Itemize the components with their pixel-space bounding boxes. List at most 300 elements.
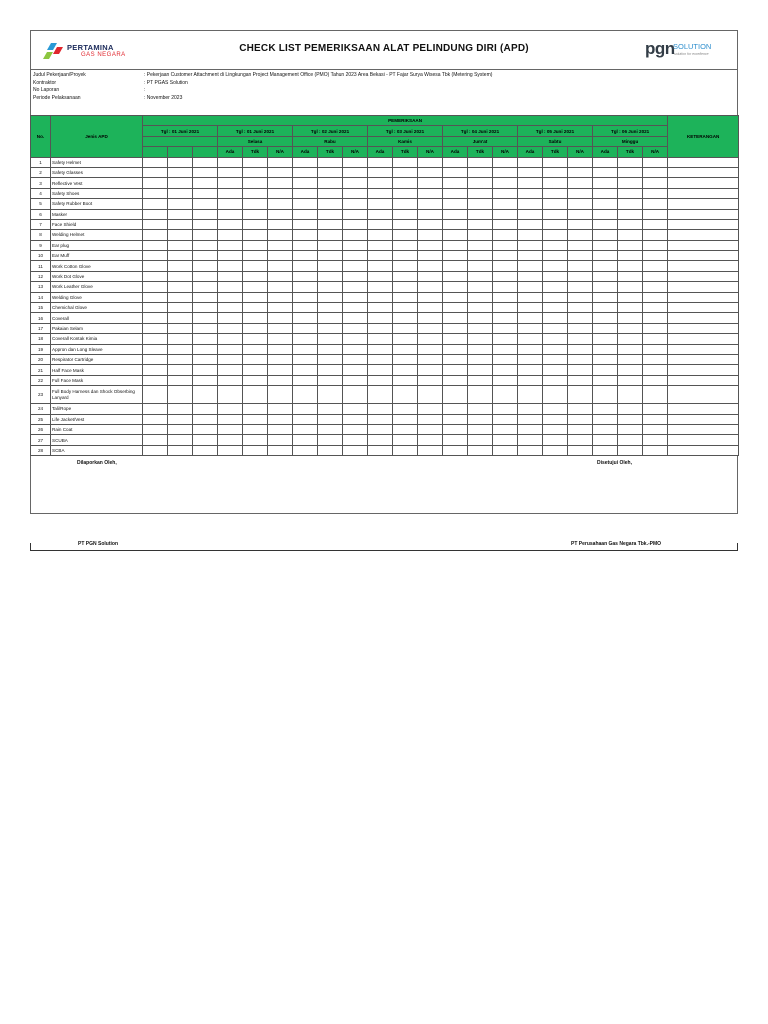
check-cell[interactable] (168, 365, 193, 375)
check-cell[interactable] (243, 261, 268, 271)
check-cell[interactable] (443, 323, 468, 333)
check-cell[interactable] (468, 344, 493, 354)
check-cell[interactable] (343, 199, 368, 209)
check-cell[interactable] (443, 261, 468, 271)
check-cell[interactable] (268, 375, 293, 385)
check-cell[interactable] (443, 230, 468, 240)
check-cell[interactable] (393, 334, 418, 344)
check-cell[interactable] (618, 292, 643, 302)
check-cell[interactable] (468, 282, 493, 292)
check-cell[interactable] (168, 219, 193, 229)
check-cell[interactable] (568, 424, 593, 434)
check-cell[interactable] (243, 375, 268, 385)
check-cell[interactable] (618, 313, 643, 323)
check-cell[interactable] (343, 219, 368, 229)
check-cell[interactable] (543, 219, 568, 229)
check-cell[interactable] (368, 303, 393, 313)
check-cell[interactable] (618, 261, 643, 271)
check-cell[interactable] (468, 365, 493, 375)
check-cell[interactable] (543, 334, 568, 344)
check-cell[interactable] (218, 240, 243, 250)
check-cell[interactable] (618, 199, 643, 209)
check-cell[interactable] (343, 292, 368, 302)
check-cell[interactable] (518, 334, 543, 344)
check-cell[interactable] (343, 375, 368, 385)
check-cell[interactable] (418, 282, 443, 292)
check-cell[interactable] (143, 386, 168, 404)
keterangan-cell[interactable] (668, 251, 739, 261)
check-cell[interactable] (368, 251, 393, 261)
check-cell[interactable] (268, 209, 293, 219)
check-cell[interactable] (143, 424, 168, 434)
check-cell[interactable] (318, 323, 343, 333)
check-cell[interactable] (193, 354, 218, 364)
check-cell[interactable] (493, 230, 518, 240)
check-cell[interactable] (443, 157, 468, 167)
check-cell[interactable] (293, 375, 318, 385)
check-cell[interactable] (418, 344, 443, 354)
check-cell[interactable] (318, 167, 343, 177)
check-cell[interactable] (493, 261, 518, 271)
check-cell[interactable] (193, 303, 218, 313)
check-cell[interactable] (643, 334, 668, 344)
check-cell[interactable] (468, 271, 493, 281)
check-cell[interactable] (593, 199, 618, 209)
check-cell[interactable] (393, 404, 418, 414)
check-cell[interactable] (518, 424, 543, 434)
check-cell[interactable] (293, 282, 318, 292)
check-cell[interactable] (243, 188, 268, 198)
check-cell[interactable] (218, 334, 243, 344)
check-cell[interactable] (518, 230, 543, 240)
check-cell[interactable] (243, 209, 268, 219)
check-cell[interactable] (468, 188, 493, 198)
check-cell[interactable] (493, 404, 518, 414)
check-cell[interactable] (493, 209, 518, 219)
check-cell[interactable] (618, 414, 643, 424)
check-cell[interactable] (418, 261, 443, 271)
check-cell[interactable] (218, 344, 243, 354)
check-cell[interactable] (518, 354, 543, 364)
check-cell[interactable] (243, 424, 268, 434)
check-cell[interactable] (468, 375, 493, 385)
check-cell[interactable] (243, 435, 268, 445)
check-cell[interactable] (568, 219, 593, 229)
check-cell[interactable] (618, 404, 643, 414)
check-cell[interactable] (318, 414, 343, 424)
keterangan-cell[interactable] (668, 261, 739, 271)
check-cell[interactable] (568, 303, 593, 313)
check-cell[interactable] (143, 303, 168, 313)
check-cell[interactable] (343, 334, 368, 344)
check-cell[interactable] (543, 251, 568, 261)
check-cell[interactable] (318, 386, 343, 404)
check-cell[interactable] (568, 157, 593, 167)
check-cell[interactable] (643, 375, 668, 385)
check-cell[interactable] (368, 334, 393, 344)
check-cell[interactable] (268, 365, 293, 375)
check-cell[interactable] (643, 414, 668, 424)
keterangan-cell[interactable] (668, 230, 739, 240)
check-cell[interactable] (393, 292, 418, 302)
check-cell[interactable] (343, 209, 368, 219)
check-cell[interactable] (468, 199, 493, 209)
check-cell[interactable] (543, 414, 568, 424)
check-cell[interactable] (243, 404, 268, 414)
check-cell[interactable] (418, 313, 443, 323)
check-cell[interactable] (593, 219, 618, 229)
check-cell[interactable] (318, 404, 343, 414)
check-cell[interactable] (568, 271, 593, 281)
check-cell[interactable] (568, 209, 593, 219)
check-cell[interactable] (643, 219, 668, 229)
check-cell[interactable] (643, 344, 668, 354)
check-cell[interactable] (368, 435, 393, 445)
check-cell[interactable] (493, 282, 518, 292)
check-cell[interactable] (393, 209, 418, 219)
check-cell[interactable] (218, 209, 243, 219)
check-cell[interactable] (568, 313, 593, 323)
check-cell[interactable] (168, 424, 193, 434)
check-cell[interactable] (293, 445, 318, 455)
check-cell[interactable] (243, 240, 268, 250)
check-cell[interactable] (443, 271, 468, 281)
check-cell[interactable] (268, 303, 293, 313)
check-cell[interactable] (543, 386, 568, 404)
check-cell[interactable] (568, 404, 593, 414)
check-cell[interactable] (593, 334, 618, 344)
check-cell[interactable] (443, 251, 468, 261)
check-cell[interactable] (343, 303, 368, 313)
check-cell[interactable] (368, 313, 393, 323)
check-cell[interactable] (393, 271, 418, 281)
check-cell[interactable] (318, 240, 343, 250)
check-cell[interactable] (368, 167, 393, 177)
check-cell[interactable] (268, 157, 293, 167)
check-cell[interactable] (143, 282, 168, 292)
check-cell[interactable] (143, 251, 168, 261)
check-cell[interactable] (518, 261, 543, 271)
check-cell[interactable] (268, 313, 293, 323)
check-cell[interactable] (143, 261, 168, 271)
check-cell[interactable] (193, 386, 218, 404)
check-cell[interactable] (343, 188, 368, 198)
check-cell[interactable] (393, 365, 418, 375)
check-cell[interactable] (493, 386, 518, 404)
check-cell[interactable] (343, 230, 368, 240)
check-cell[interactable] (243, 219, 268, 229)
check-cell[interactable] (518, 282, 543, 292)
check-cell[interactable] (218, 414, 243, 424)
check-cell[interactable] (418, 375, 443, 385)
check-cell[interactable] (343, 344, 368, 354)
check-cell[interactable] (318, 209, 343, 219)
check-cell[interactable] (193, 230, 218, 240)
check-cell[interactable] (643, 251, 668, 261)
check-cell[interactable] (543, 157, 568, 167)
check-cell[interactable] (368, 414, 393, 424)
keterangan-cell[interactable] (668, 282, 739, 292)
check-cell[interactable] (643, 199, 668, 209)
check-cell[interactable] (193, 157, 218, 167)
check-cell[interactable] (318, 261, 343, 271)
check-cell[interactable] (393, 219, 418, 229)
check-cell[interactable] (518, 219, 543, 229)
check-cell[interactable] (343, 354, 368, 364)
keterangan-cell[interactable] (668, 445, 739, 455)
keterangan-cell[interactable] (668, 404, 739, 414)
check-cell[interactable] (643, 209, 668, 219)
check-cell[interactable] (568, 386, 593, 404)
check-cell[interactable] (393, 375, 418, 385)
keterangan-cell[interactable] (668, 334, 739, 344)
check-cell[interactable] (618, 178, 643, 188)
check-cell[interactable] (368, 404, 393, 414)
check-cell[interactable] (493, 424, 518, 434)
check-cell[interactable] (368, 199, 393, 209)
check-cell[interactable] (493, 414, 518, 424)
check-cell[interactable] (418, 365, 443, 375)
check-cell[interactable] (418, 292, 443, 302)
check-cell[interactable] (618, 354, 643, 364)
check-cell[interactable] (243, 334, 268, 344)
check-cell[interactable] (243, 282, 268, 292)
check-cell[interactable] (343, 313, 368, 323)
check-cell[interactable] (418, 240, 443, 250)
check-cell[interactable] (218, 261, 243, 271)
check-cell[interactable] (168, 334, 193, 344)
check-cell[interactable] (568, 375, 593, 385)
check-cell[interactable] (643, 386, 668, 404)
check-cell[interactable] (518, 251, 543, 261)
check-cell[interactable] (268, 386, 293, 404)
check-cell[interactable] (343, 424, 368, 434)
check-cell[interactable] (193, 219, 218, 229)
check-cell[interactable] (218, 424, 243, 434)
check-cell[interactable] (618, 219, 643, 229)
check-cell[interactable] (343, 271, 368, 281)
check-cell[interactable] (493, 271, 518, 281)
check-cell[interactable] (343, 386, 368, 404)
check-cell[interactable] (368, 386, 393, 404)
check-cell[interactable] (268, 271, 293, 281)
check-cell[interactable] (518, 404, 543, 414)
check-cell[interactable] (143, 240, 168, 250)
check-cell[interactable] (393, 414, 418, 424)
check-cell[interactable] (543, 271, 568, 281)
check-cell[interactable] (593, 365, 618, 375)
check-cell[interactable] (468, 435, 493, 445)
check-cell[interactable] (493, 365, 518, 375)
check-cell[interactable] (593, 414, 618, 424)
check-cell[interactable] (168, 199, 193, 209)
check-cell[interactable] (443, 178, 468, 188)
check-cell[interactable] (168, 167, 193, 177)
check-cell[interactable] (543, 404, 568, 414)
check-cell[interactable] (293, 354, 318, 364)
check-cell[interactable] (593, 178, 618, 188)
check-cell[interactable] (318, 375, 343, 385)
check-cell[interactable] (243, 271, 268, 281)
check-cell[interactable] (293, 424, 318, 434)
check-cell[interactable] (643, 323, 668, 333)
check-cell[interactable] (493, 240, 518, 250)
check-cell[interactable] (268, 230, 293, 240)
check-cell[interactable] (393, 386, 418, 404)
check-cell[interactable] (293, 344, 318, 354)
check-cell[interactable] (393, 240, 418, 250)
check-cell[interactable] (143, 375, 168, 385)
check-cell[interactable] (418, 414, 443, 424)
check-cell[interactable] (193, 209, 218, 219)
check-cell[interactable] (218, 313, 243, 323)
check-cell[interactable] (293, 240, 318, 250)
check-cell[interactable] (168, 282, 193, 292)
check-cell[interactable] (493, 435, 518, 445)
check-cell[interactable] (643, 261, 668, 271)
check-cell[interactable] (193, 178, 218, 188)
check-cell[interactable] (293, 199, 318, 209)
check-cell[interactable] (218, 271, 243, 281)
check-cell[interactable] (218, 292, 243, 302)
check-cell[interactable] (168, 178, 193, 188)
check-cell[interactable] (318, 157, 343, 167)
check-cell[interactable] (293, 435, 318, 445)
check-cell[interactable] (393, 199, 418, 209)
check-cell[interactable] (168, 251, 193, 261)
check-cell[interactable] (193, 167, 218, 177)
check-cell[interactable] (543, 323, 568, 333)
check-cell[interactable] (593, 435, 618, 445)
check-cell[interactable] (393, 157, 418, 167)
check-cell[interactable] (493, 323, 518, 333)
check-cell[interactable] (618, 303, 643, 313)
check-cell[interactable] (143, 292, 168, 302)
check-cell[interactable] (193, 271, 218, 281)
check-cell[interactable] (618, 282, 643, 292)
check-cell[interactable] (568, 188, 593, 198)
check-cell[interactable] (443, 209, 468, 219)
check-cell[interactable] (618, 334, 643, 344)
check-cell[interactable] (293, 157, 318, 167)
check-cell[interactable] (143, 334, 168, 344)
check-cell[interactable] (443, 386, 468, 404)
check-cell[interactable] (643, 167, 668, 177)
check-cell[interactable] (468, 323, 493, 333)
check-cell[interactable] (568, 323, 593, 333)
check-cell[interactable] (493, 344, 518, 354)
check-cell[interactable] (468, 261, 493, 271)
check-cell[interactable] (518, 178, 543, 188)
check-cell[interactable] (243, 303, 268, 313)
check-cell[interactable] (643, 157, 668, 167)
check-cell[interactable] (618, 209, 643, 219)
check-cell[interactable] (518, 386, 543, 404)
check-cell[interactable] (293, 230, 318, 240)
check-cell[interactable] (193, 251, 218, 261)
check-cell[interactable] (193, 404, 218, 414)
check-cell[interactable] (593, 209, 618, 219)
check-cell[interactable] (318, 188, 343, 198)
check-cell[interactable] (218, 445, 243, 455)
check-cell[interactable] (593, 424, 618, 434)
check-cell[interactable] (293, 386, 318, 404)
check-cell[interactable] (643, 435, 668, 445)
check-cell[interactable] (168, 354, 193, 364)
check-cell[interactable] (418, 435, 443, 445)
check-cell[interactable] (193, 365, 218, 375)
check-cell[interactable] (393, 445, 418, 455)
check-cell[interactable] (218, 188, 243, 198)
check-cell[interactable] (343, 323, 368, 333)
check-cell[interactable] (593, 271, 618, 281)
check-cell[interactable] (243, 354, 268, 364)
check-cell[interactable] (143, 313, 168, 323)
keterangan-cell[interactable] (668, 199, 739, 209)
keterangan-cell[interactable] (668, 386, 739, 404)
check-cell[interactable] (218, 157, 243, 167)
check-cell[interactable] (443, 445, 468, 455)
check-cell[interactable] (393, 435, 418, 445)
check-cell[interactable] (168, 323, 193, 333)
check-cell[interactable] (643, 240, 668, 250)
check-cell[interactable] (543, 445, 568, 455)
check-cell[interactable] (368, 188, 393, 198)
check-cell[interactable] (518, 323, 543, 333)
check-cell[interactable] (493, 303, 518, 313)
check-cell[interactable] (593, 251, 618, 261)
keterangan-cell[interactable] (668, 157, 739, 167)
check-cell[interactable] (568, 445, 593, 455)
check-cell[interactable] (593, 313, 618, 323)
check-cell[interactable] (418, 303, 443, 313)
check-cell[interactable] (518, 365, 543, 375)
check-cell[interactable] (143, 404, 168, 414)
check-cell[interactable] (518, 375, 543, 385)
check-cell[interactable] (168, 271, 193, 281)
check-cell[interactable] (168, 303, 193, 313)
check-cell[interactable] (543, 292, 568, 302)
check-cell[interactable] (218, 354, 243, 364)
check-cell[interactable] (168, 188, 193, 198)
keterangan-cell[interactable] (668, 240, 739, 250)
keterangan-cell[interactable] (668, 344, 739, 354)
check-cell[interactable] (493, 313, 518, 323)
check-cell[interactable] (643, 271, 668, 281)
check-cell[interactable] (593, 167, 618, 177)
check-cell[interactable] (168, 157, 193, 167)
check-cell[interactable] (568, 435, 593, 445)
check-cell[interactable] (343, 240, 368, 250)
check-cell[interactable] (243, 292, 268, 302)
check-cell[interactable] (443, 354, 468, 364)
check-cell[interactable] (593, 375, 618, 385)
check-cell[interactable] (393, 167, 418, 177)
check-cell[interactable] (143, 414, 168, 424)
check-cell[interactable] (268, 251, 293, 261)
check-cell[interactable] (193, 261, 218, 271)
check-cell[interactable] (568, 344, 593, 354)
check-cell[interactable] (293, 219, 318, 229)
check-cell[interactable] (643, 354, 668, 364)
check-cell[interactable] (168, 230, 193, 240)
check-cell[interactable] (268, 344, 293, 354)
keterangan-cell[interactable] (668, 188, 739, 198)
check-cell[interactable] (418, 323, 443, 333)
check-cell[interactable] (293, 271, 318, 281)
check-cell[interactable] (318, 365, 343, 375)
check-cell[interactable] (468, 424, 493, 434)
